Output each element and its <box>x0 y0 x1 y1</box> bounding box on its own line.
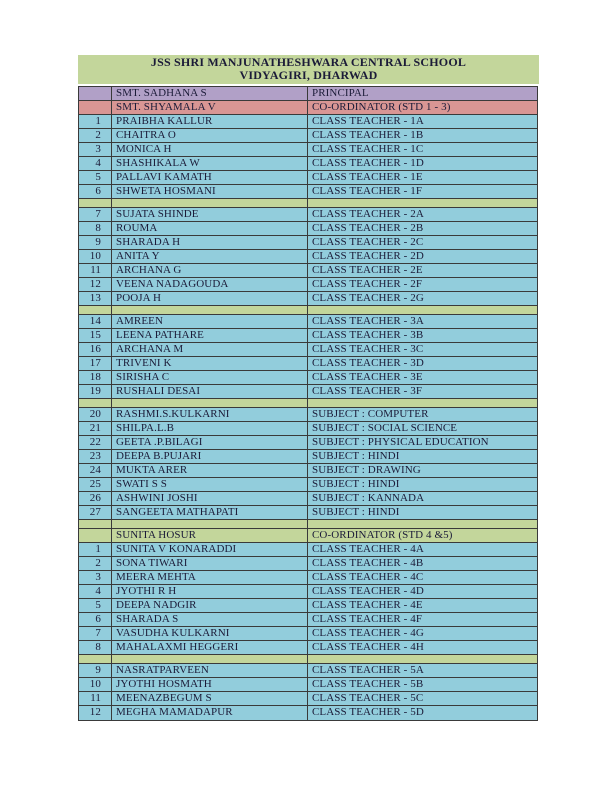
name-cell: SWATI S S <box>112 478 308 491</box>
table-row <box>79 87 537 101</box>
table-row <box>79 627 537 641</box>
name-cell: ARCHANA M <box>112 343 308 356</box>
designation-cell: CLASS TEACHER - 4D <box>312 585 424 597</box>
separator-row <box>79 520 537 529</box>
name-cell: SUJATA SHINDE <box>112 208 308 221</box>
designation-cell: SUBJECT : HINDI <box>312 478 400 490</box>
table-row <box>79 408 537 422</box>
name-cell: LEENA PATHARE <box>112 329 308 342</box>
designation-cell: CLASS TEACHER - 2A <box>312 208 424 220</box>
table-row <box>79 157 537 171</box>
name-cell: MEERA MEHTA <box>112 571 308 584</box>
serial-number-cell <box>79 87 112 100</box>
designation-cell: CLASS TEACHER - 1A <box>312 115 424 127</box>
name-cell: RASHMI.S.KULKARNI <box>112 408 308 421</box>
serial-number-cell <box>79 306 112 314</box>
table-row <box>79 599 537 613</box>
designation-cell: CLASS TEACHER - 3D <box>312 357 424 369</box>
designation-cell: CLASS TEACHER - 4C <box>312 571 424 583</box>
name-cell: MONICA H <box>112 143 308 156</box>
serial-number-cell: 21 <box>79 422 112 435</box>
separator-row <box>79 306 537 315</box>
designation-cell <box>308 655 537 663</box>
serial-number-cell: 22 <box>79 436 112 449</box>
designation-cell: CLASS TEACHER - 4A <box>312 543 424 555</box>
designation-cell: SUBJECT : COMPUTER <box>312 408 429 420</box>
table-row <box>79 436 537 450</box>
name-cell <box>112 655 308 663</box>
serial-number-cell <box>79 101 112 114</box>
school-location: VIDYAGIRI, DHARWAD <box>239 68 378 82</box>
serial-number-cell: 7 <box>79 208 112 221</box>
serial-number-cell: 17 <box>79 357 112 370</box>
serial-number-cell <box>79 399 112 407</box>
serial-number-cell: 4 <box>79 585 112 598</box>
table-row <box>79 385 537 399</box>
name-cell: JYOTHI HOSMATH <box>112 678 308 691</box>
name-cell: RUSHALI DESAI <box>112 385 308 398</box>
name-cell: SHWETA HOSMANI <box>112 185 308 198</box>
table-row <box>79 422 537 436</box>
serial-number-cell: 3 <box>79 143 112 156</box>
staff-table <box>78 86 538 721</box>
table-row <box>79 343 537 357</box>
designation-cell: CLASS TEACHER - 5C <box>312 692 424 704</box>
school-name: JSS SHRI MANJUNATHESHWARA CENTRAL SCHOOL <box>150 55 467 69</box>
designation-cell: CLASS TEACHER - 3B <box>312 329 424 341</box>
table-row <box>79 613 537 627</box>
serial-number-cell: 6 <box>79 185 112 198</box>
table-row <box>79 315 537 329</box>
name-cell: DEEPA NADGIR <box>112 599 308 612</box>
serial-number-cell: 18 <box>79 371 112 384</box>
name-cell: SANGEETA MATHAPATI <box>112 506 308 519</box>
serial-number-cell: 10 <box>79 678 112 691</box>
separator-row <box>79 199 537 208</box>
table-row <box>79 450 537 464</box>
serial-number-cell: 3 <box>79 571 112 584</box>
serial-number-cell: 9 <box>79 664 112 677</box>
table-row <box>79 664 537 678</box>
school-title-banner <box>78 55 539 84</box>
designation-cell: CLASS TEACHER - 5A <box>312 664 424 676</box>
table-row <box>79 208 537 222</box>
serial-number-cell: 2 <box>79 557 112 570</box>
name-cell: AMREEN <box>112 315 308 328</box>
designation-cell: CLASS TEACHER - 5B <box>312 678 424 690</box>
designation-cell: CLASS TEACHER - 3C <box>312 343 424 355</box>
table-row <box>79 264 537 278</box>
designation-cell: CLASS TEACHER - 1B <box>312 129 424 141</box>
name-cell: VEENA NADAGOUDA <box>112 278 308 291</box>
name-cell: SIRISHA C <box>112 371 308 384</box>
serial-number-cell: 12 <box>79 706 112 720</box>
designation-cell: SUBJECT : PHYSICAL EDUCATION <box>312 436 489 448</box>
designation-cell: CLASS TEACHER - 4G <box>312 627 424 639</box>
serial-number-cell <box>79 520 112 528</box>
serial-number-cell: 27 <box>79 506 112 519</box>
designation-cell: CLASS TEACHER - 2F <box>312 278 423 290</box>
serial-number-cell: 19 <box>79 385 112 398</box>
designation-cell: CLASS TEACHER - 3A <box>312 315 424 327</box>
name-cell: SMT. SHYAMALA V <box>112 101 308 114</box>
name-cell: NASRATPARVEEN <box>112 664 308 677</box>
designation-cell: CLASS TEACHER - 4H <box>312 641 424 653</box>
designation-cell: CLASS TEACHER - 2B <box>312 222 424 234</box>
table-row <box>79 371 537 385</box>
table-row <box>79 478 537 492</box>
table-row <box>79 464 537 478</box>
name-cell: PRAIBHA KALLUR <box>112 115 308 128</box>
name-cell: PALLAVI KAMATH <box>112 171 308 184</box>
serial-number-cell: 16 <box>79 343 112 356</box>
designation-cell: CLASS TEACHER - 1E <box>312 171 423 183</box>
separator-row <box>79 655 537 664</box>
name-cell: TRIVENI K <box>112 357 308 370</box>
name-cell: MUKTA ARER <box>112 464 308 477</box>
name-cell <box>112 199 308 207</box>
designation-cell <box>308 520 537 528</box>
table-row <box>79 506 537 520</box>
table-row <box>79 571 537 585</box>
name-cell: ROUMA <box>112 222 308 235</box>
table-row <box>79 143 537 157</box>
name-cell: ARCHANA G <box>112 264 308 277</box>
table-row <box>79 706 537 720</box>
designation-cell <box>308 306 537 314</box>
designation-cell: CO-ORDINATOR (STD 1 - 3) <box>312 101 451 113</box>
table-row <box>79 357 537 371</box>
table-row <box>79 250 537 264</box>
serial-number-cell: 2 <box>79 129 112 142</box>
designation-cell: CLASS TEACHER - 2D <box>312 250 424 262</box>
serial-number-cell: 13 <box>79 292 112 305</box>
table-row <box>79 101 537 115</box>
serial-number-cell: 1 <box>79 115 112 128</box>
table-row <box>79 543 537 557</box>
serial-number-cell: 23 <box>79 450 112 463</box>
name-cell: MEENAZBEGUM S <box>112 692 308 705</box>
table-row <box>79 171 537 185</box>
table-row <box>79 185 537 199</box>
table-row <box>79 585 537 599</box>
designation-cell: CLASS TEACHER - 4E <box>312 599 423 611</box>
name-cell: ANITA Y <box>112 250 308 263</box>
designation-cell <box>308 199 537 207</box>
designation-cell: CLASS TEACHER - 3E <box>312 371 423 383</box>
name-cell: ASHWINI JOSHI <box>112 492 308 505</box>
name-cell: SHILPA.L.B <box>112 422 308 435</box>
designation-cell: SUBJECT : SOCIAL SCIENCE <box>312 422 458 434</box>
name-cell: MEGHA MAMADAPUR <box>112 706 308 720</box>
table-row <box>79 129 537 143</box>
serial-number-cell <box>79 199 112 207</box>
serial-number-cell: 15 <box>79 329 112 342</box>
serial-number-cell: 24 <box>79 464 112 477</box>
name-cell <box>112 520 308 528</box>
serial-number-cell: 6 <box>79 613 112 626</box>
designation-cell: CLASS TEACHER - 5D <box>312 706 424 718</box>
name-cell: SMT. SADHANA S <box>112 87 308 100</box>
serial-number-cell: 1 <box>79 543 112 556</box>
serial-number-cell: 7 <box>79 627 112 640</box>
name-cell: SHARADA S <box>112 613 308 626</box>
designation-cell: SUBJECT : HINDI <box>312 450 400 462</box>
name-cell: POOJA H <box>112 292 308 305</box>
table-row <box>79 236 537 250</box>
name-cell: SUNITA HOSUR <box>112 529 308 542</box>
name-cell: DEEPA B.PUJARI <box>112 450 308 463</box>
table-row <box>79 115 537 129</box>
designation-cell: CO-ORDINATOR (STD 4 &5) <box>312 529 453 541</box>
name-cell: JYOTHI R H <box>112 585 308 598</box>
designation-cell: SUBJECT : HINDI <box>312 506 400 518</box>
designation-cell: SUBJECT : DRAWING <box>312 464 421 476</box>
name-cell <box>112 399 308 407</box>
staff-list-sheet <box>78 55 540 721</box>
serial-number-cell: 12 <box>79 278 112 291</box>
table-row <box>79 278 537 292</box>
serial-number-cell: 9 <box>79 236 112 249</box>
name-cell <box>112 306 308 314</box>
serial-number-cell <box>79 529 112 542</box>
serial-number-cell: 11 <box>79 264 112 277</box>
name-cell: SHASHIKALA W <box>112 157 308 170</box>
name-cell: SONA TIWARI <box>112 557 308 570</box>
designation-cell: SUBJECT : KANNADA <box>312 492 425 504</box>
serial-number-cell: 20 <box>79 408 112 421</box>
designation-cell: CLASS TEACHER - 3F <box>312 385 423 397</box>
serial-number-cell: 25 <box>79 478 112 491</box>
name-cell: MAHALAXMI HEGGERI <box>112 641 308 654</box>
serial-number-cell: 10 <box>79 250 112 263</box>
name-cell: VASUDHA KULKARNI <box>112 627 308 640</box>
table-row <box>79 529 537 543</box>
table-row <box>79 641 537 655</box>
designation-cell: CLASS TEACHER - 2C <box>312 236 424 248</box>
table-row <box>79 557 537 571</box>
name-cell: GEETA .P.BILAGI <box>112 436 308 449</box>
serial-number-cell <box>79 655 112 663</box>
serial-number-cell: 11 <box>79 692 112 705</box>
table-row <box>79 292 537 306</box>
serial-number-cell: 8 <box>79 641 112 654</box>
serial-number-cell: 4 <box>79 157 112 170</box>
designation-cell: CLASS TEACHER - 1C <box>312 143 424 155</box>
designation-cell <box>308 399 537 407</box>
table-row <box>79 678 537 692</box>
designation-cell: CLASS TEACHER - 2E <box>312 264 423 276</box>
designation-cell: PRINCIPAL <box>312 87 369 99</box>
serial-number-cell: 5 <box>79 171 112 184</box>
table-row <box>79 329 537 343</box>
designation-cell: CLASS TEACHER - 4F <box>312 613 423 625</box>
serial-number-cell: 14 <box>79 315 112 328</box>
table-row <box>79 492 537 506</box>
designation-cell: CLASS TEACHER - 1F <box>312 185 423 197</box>
name-cell: SUNITA V KONARADDI <box>112 543 308 556</box>
designation-cell: CLASS TEACHER - 4B <box>312 557 424 569</box>
designation-cell: CLASS TEACHER - 2G <box>312 292 424 304</box>
designation-cell: CLASS TEACHER - 1D <box>312 157 424 169</box>
separator-row <box>79 399 537 408</box>
serial-number-cell: 26 <box>79 492 112 505</box>
name-cell: CHAITRA O <box>112 129 308 142</box>
table-row <box>79 222 537 236</box>
table-row <box>79 692 537 706</box>
name-cell: SHARADA H <box>112 236 308 249</box>
serial-number-cell: 5 <box>79 599 112 612</box>
serial-number-cell: 8 <box>79 222 112 235</box>
